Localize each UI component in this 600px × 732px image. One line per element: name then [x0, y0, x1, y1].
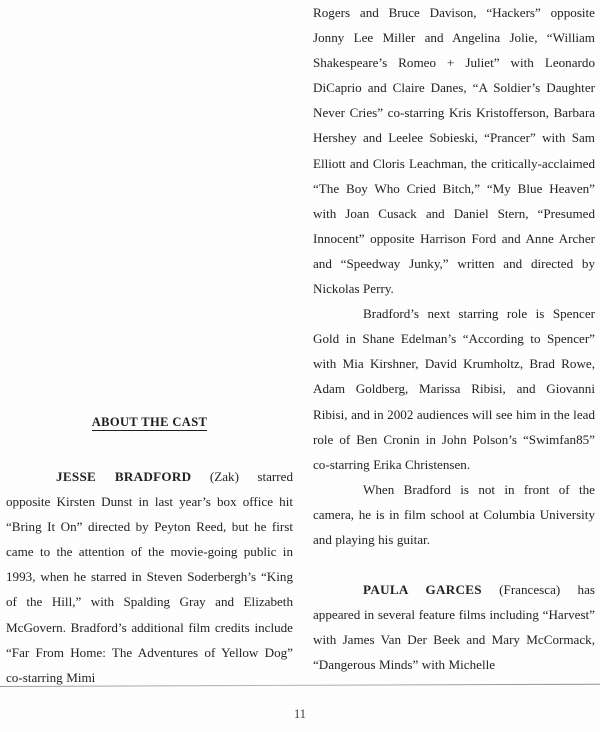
- paragraph-jesse-bradford: [6, 464, 293, 690]
- left-column: [0, 0, 300, 690]
- paragraph-paula-garces-text: (Francesca) has appeared in several feature films including “Harvest” with James Van Der Beek and Mary McCormack, “Dangerous Minds” with Michelle: [313, 582, 595, 673]
- paragraph-bradford-off-camera-text: When Bradford is not in front of the camera, he is in film school at Columbia University and playing his guitar.: [313, 481, 595, 547]
- section-heading-about-the-cast: [6, 414, 293, 430]
- cast-name-jesse-bradford: JESSE BRADFORD: [56, 469, 192, 484]
- right-column: [300, 0, 600, 677]
- section-heading-text: ABOUT THE CAST: [91, 415, 208, 429]
- paragraph-bradford-credits-text: Rogers and Bruce Davison, “Hackers” opposite Jonny Lee Miller and Angelina Jolie, “William Shakespeare’s Romeo + Juliet” with Leonardo DiCaprio and Claire Danes, “A Soldier’s Daughter Never Cries” co-starring Kris Kristofferson, Barbara Hershey and Leelee Sobieski, “Prancer” with Sam Elliott and Cloris Leachman, the critically-acclaimed “The Boy Who Cried Bitch,” “My Blue Heaven” with Joan Cusack and Daniel Stern, “Presumed Innocent” opposite Harrison Ford and Anne Archer and “Speedway Junky,” written and directed by Nickolas Perry.: [313, 5, 595, 297]
- left-column-blank-space: [6, 0, 293, 414]
- page-number: 11: [294, 707, 306, 721]
- paragraph-bradford-off-camera: [313, 477, 595, 552]
- paragraph-paula-garces: [313, 577, 595, 677]
- paragraph-bradford-credits-continued: [313, 0, 595, 301]
- paragraph-bradford-upcoming-roles-text: Bradford’s next starring role is Spencer Gold in Shane Edelman’s “According to Spencer” with Mia Kirshner, David Krumholtz, Brad Rowe, Adam Goldberg, Marissa Ribisi, and Giovanni Ribisi, and in 2002 audiences will see him in the lead role of Ben Cronin in John Polson’s “Swimfan85” co-starring Erika Christensen.: [313, 306, 595, 472]
- paragraph-jesse-bradford-text: (Zak) starred opposite Kirsten Dunst in last year’s box office hit “Bring It On” directed by Peyton Reed, but he first came to the attention of the movie-going public in 1993, when he starred in Steven Soderbergh’s “King of the Hill,” with Spalding Gray and Elizabeth McGovern. Bradford’s additional film credits include “Far From Home: The Adventures of Yellow Dog” co-starring Mimi: [6, 469, 293, 685]
- cast-name-paula-garces: PAULA GARCES: [363, 582, 482, 598]
- paragraph-bradford-upcoming-roles: [313, 301, 595, 477]
